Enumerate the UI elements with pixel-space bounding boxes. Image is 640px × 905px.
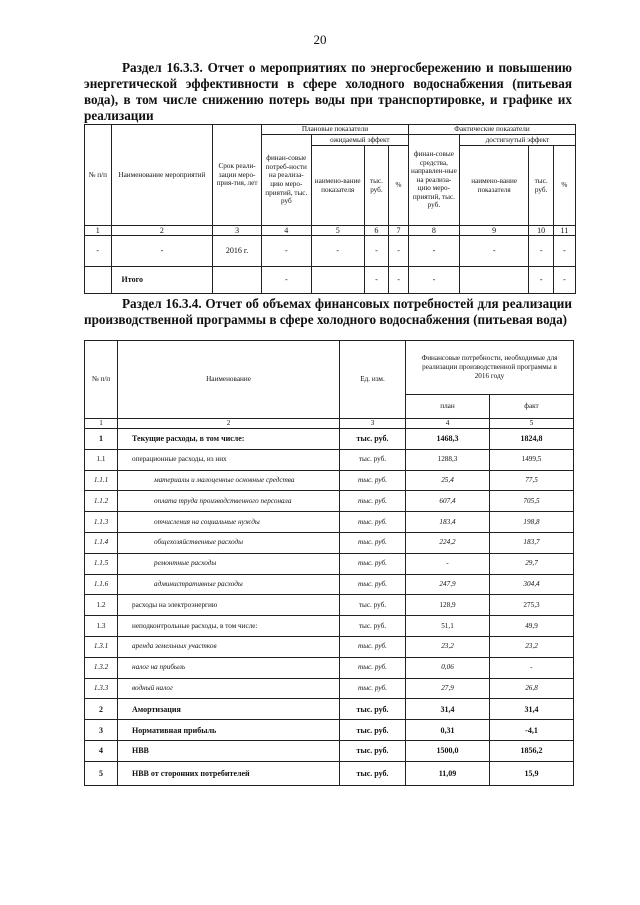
row-fact: -4,1 bbox=[490, 720, 574, 741]
row-name: аренда земельных участков bbox=[118, 636, 340, 657]
row-plan: 0,06 bbox=[406, 657, 490, 678]
col-number: 2 bbox=[118, 419, 340, 429]
row-unit: тыс. руб. bbox=[340, 699, 406, 720]
row-unit: тыс. руб. bbox=[340, 657, 406, 678]
row-fact: 49,9 bbox=[490, 616, 574, 637]
col-number: 4 bbox=[406, 419, 490, 429]
col-number: 1 bbox=[85, 226, 112, 236]
col-number: 5 bbox=[490, 419, 574, 429]
row-unit: тыс. руб. bbox=[340, 574, 406, 595]
table-row bbox=[85, 491, 574, 512]
header-name: Наименование мероприятий bbox=[111, 125, 213, 226]
row-name: ремонтные расходы bbox=[118, 553, 340, 574]
row-name: отчисления на социальные нужды bbox=[118, 512, 340, 533]
financial-needs-table bbox=[84, 340, 574, 786]
row-plan: 1288,3 bbox=[406, 449, 490, 470]
table-row bbox=[85, 699, 574, 720]
cell: - bbox=[553, 267, 575, 294]
row-plan: 224,2 bbox=[406, 532, 490, 553]
row-name: оплата труда производственного персонала bbox=[118, 491, 340, 512]
col-number: 6 bbox=[364, 226, 388, 236]
col-number: 5 bbox=[311, 226, 364, 236]
row-unit: тыс. руб. bbox=[340, 678, 406, 699]
table-row bbox=[85, 636, 574, 657]
col-number: 2 bbox=[111, 226, 213, 236]
row-num: 2 bbox=[85, 699, 118, 720]
header-term: Срок реали-зации меро-прия-тия, лет bbox=[213, 125, 262, 226]
total-row bbox=[85, 267, 576, 294]
row-name: общехозяйственные расходы bbox=[118, 532, 340, 553]
row-name: НВВ от сторонних потребителей bbox=[118, 761, 340, 785]
row-fact: 183,7 bbox=[490, 532, 574, 553]
col-number: 3 bbox=[213, 226, 262, 236]
row-num: 1.1 bbox=[85, 449, 118, 470]
cell: - bbox=[111, 236, 213, 267]
header-fin-needs: Финансовые потребности, необходимые для реализации производственной программы в 2016 году bbox=[406, 341, 574, 395]
table-row bbox=[85, 470, 574, 491]
row-plan: 27,9 bbox=[406, 678, 490, 699]
cell: - bbox=[389, 267, 409, 294]
row-fact: 1856,2 bbox=[490, 740, 574, 761]
row-fact: 15,9 bbox=[490, 761, 574, 785]
row-plan: 25,4 bbox=[406, 470, 490, 491]
row-unit: тыс. руб. bbox=[340, 595, 406, 616]
table-row bbox=[85, 761, 574, 785]
header-unit: Ед. изм. bbox=[340, 341, 406, 419]
row-num: 1.3.3 bbox=[85, 678, 118, 699]
row-fact: 705,5 bbox=[490, 491, 574, 512]
col-number: 10 bbox=[529, 226, 553, 236]
row-num: 1.1.5 bbox=[85, 553, 118, 574]
row-fact: - bbox=[490, 657, 574, 678]
cell: - bbox=[364, 267, 388, 294]
header-fact-pct: % bbox=[553, 146, 575, 226]
row-plan: 0,31 bbox=[406, 720, 490, 741]
header-plan-effect: ожидаемый эффект bbox=[311, 135, 408, 146]
row-name: водный налог bbox=[118, 678, 340, 699]
row-fact: 29,7 bbox=[490, 553, 574, 574]
header-fact-name: наимено-вание показателя bbox=[459, 146, 529, 226]
row-name: НВВ bbox=[118, 740, 340, 761]
row-unit: тыс. руб. bbox=[340, 636, 406, 657]
header-fact-group: Фактические показатели bbox=[408, 125, 575, 135]
row-unit: тыс. руб. bbox=[340, 449, 406, 470]
header-name: Наименование bbox=[118, 341, 340, 419]
row-num: 1.3 bbox=[85, 616, 118, 637]
row-name: материалы и малоценные основные средства bbox=[118, 470, 340, 491]
table-row bbox=[85, 678, 574, 699]
row-plan: 51,1 bbox=[406, 616, 490, 637]
row-name: расходы на электроэнергию bbox=[118, 595, 340, 616]
section-16-3-4-heading: Раздел 16.3.4. Отчет об объемах финансовых потребностей для реализации производственной программы в сфере холодного водоснабжения (питьевая вода) bbox=[84, 296, 572, 327]
row-unit: тыс. руб. bbox=[340, 616, 406, 637]
row-name: неподконтрольные расходы, в том числе: bbox=[118, 616, 340, 637]
row-plan: - bbox=[406, 553, 490, 574]
cell: - bbox=[408, 267, 459, 294]
row-num: 1.1.6 bbox=[85, 574, 118, 595]
row-plan: 1500,0 bbox=[406, 740, 490, 761]
row-num: 5 bbox=[85, 761, 118, 785]
table-row bbox=[85, 616, 574, 637]
header-fact: факт bbox=[490, 395, 574, 419]
row-name: административные расходы bbox=[118, 574, 340, 595]
cell: - bbox=[311, 236, 364, 267]
header-effect-name: наимено-вание показателя bbox=[311, 146, 364, 226]
col-number: 1 bbox=[85, 419, 118, 429]
row-name: налог на прибыль bbox=[118, 657, 340, 678]
row-num: 1.3.2 bbox=[85, 657, 118, 678]
cell: - bbox=[261, 267, 311, 294]
row-unit: тыс. руб. bbox=[340, 740, 406, 761]
header-plan: план bbox=[406, 395, 490, 419]
row-unit: тыс. руб. bbox=[340, 720, 406, 741]
row-fact: 275,3 bbox=[490, 595, 574, 616]
row-plan: 607,4 bbox=[406, 491, 490, 512]
row-name: Текущие расходы, в том числе: bbox=[118, 429, 340, 450]
row-fact: 304,4 bbox=[490, 574, 574, 595]
row-fact: 198,8 bbox=[490, 512, 574, 533]
cell: - bbox=[85, 236, 112, 267]
table-row bbox=[85, 595, 574, 616]
row-fact: 31,4 bbox=[490, 699, 574, 720]
row-num: 1.1.4 bbox=[85, 532, 118, 553]
row-plan: 1468,3 bbox=[406, 429, 490, 450]
row-num: 1.1.1 bbox=[85, 470, 118, 491]
col-number: 11 bbox=[553, 226, 575, 236]
row-unit: тыс. руб. bbox=[340, 761, 406, 785]
row-unit: тыс. руб. bbox=[340, 429, 406, 450]
section-16-3-3-heading: Раздел 16.3.3. Отчет о мероприятиях по энергосбережению и повышению энергетической эффективности в сфере холодного водоснабжения (питьевая вода), в том числе снижению потерь воды при транспортировке, и графике их реализации bbox=[84, 60, 572, 123]
row-fact: 77,5 bbox=[490, 470, 574, 491]
col-number: 4 bbox=[261, 226, 311, 236]
table-row bbox=[85, 740, 574, 761]
table-row bbox=[85, 657, 574, 678]
header-fact-rub: тыс. руб. bbox=[529, 146, 553, 226]
measures-report-table bbox=[84, 124, 576, 294]
col-number: 8 bbox=[408, 226, 459, 236]
column-numbers-row bbox=[85, 226, 576, 236]
table-row bbox=[85, 574, 574, 595]
row-unit: тыс. руб. bbox=[340, 470, 406, 491]
cell: - bbox=[389, 236, 409, 267]
row-plan: 31,4 bbox=[406, 699, 490, 720]
row-name: операционные расходы, из них bbox=[118, 449, 340, 470]
row-fact: 1824,8 bbox=[490, 429, 574, 450]
row-num: 1.3.1 bbox=[85, 636, 118, 657]
cell: - bbox=[529, 236, 553, 267]
header-effect-rub: тыс. руб. bbox=[364, 146, 388, 226]
header-fact-fin: финан-совые средства, направлен-ные на реализа-цию меро-приятий, тыс. руб. bbox=[408, 135, 459, 226]
table-row bbox=[85, 449, 574, 470]
row-name: Нормативная прибыль bbox=[118, 720, 340, 741]
row-plan: 128,9 bbox=[406, 595, 490, 616]
column-numbers-row bbox=[85, 419, 574, 429]
cell: - bbox=[459, 236, 529, 267]
col-number: 7 bbox=[389, 226, 409, 236]
row-num: 1.1.3 bbox=[85, 512, 118, 533]
header-num: № п/п bbox=[85, 341, 118, 419]
row-plan: 11,09 bbox=[406, 761, 490, 785]
col-number: 3 bbox=[340, 419, 406, 429]
table-row bbox=[85, 429, 574, 450]
table-row bbox=[85, 553, 574, 574]
row-plan: 183,4 bbox=[406, 512, 490, 533]
cell: - bbox=[364, 236, 388, 267]
page-number: 20 bbox=[313, 32, 327, 47]
header-plan-fin: финан-совые потреб-ности на реализа-цию меро-приятий, тыс. руб bbox=[261, 135, 311, 226]
row-name: Амортизация bbox=[118, 699, 340, 720]
row-num: 4 bbox=[85, 740, 118, 761]
header-fact-effect: достигнутый эффект bbox=[459, 135, 575, 146]
table-row bbox=[85, 720, 574, 741]
header-plan-group: Плановые показатели bbox=[261, 125, 408, 135]
cell: 2016 г. bbox=[213, 236, 262, 267]
total-label: Итого bbox=[111, 267, 213, 294]
table-row bbox=[85, 532, 574, 553]
row-num: 1 bbox=[85, 429, 118, 450]
header-num: № п/п bbox=[85, 125, 112, 226]
row-fact: 26,8 bbox=[490, 678, 574, 699]
col-number: 9 bbox=[459, 226, 529, 236]
row-num: 1.2 bbox=[85, 595, 118, 616]
row-num: 1.1.2 bbox=[85, 491, 118, 512]
table-row bbox=[85, 236, 576, 267]
table-row bbox=[85, 512, 574, 533]
cell: - bbox=[553, 236, 575, 267]
cell: - bbox=[408, 236, 459, 267]
row-plan: 247,9 bbox=[406, 574, 490, 595]
cell: - bbox=[261, 236, 311, 267]
row-fact: 23,2 bbox=[490, 636, 574, 657]
row-unit: тыс. руб. bbox=[340, 512, 406, 533]
row-unit: тыс. руб. bbox=[340, 491, 406, 512]
row-plan: 23,2 bbox=[406, 636, 490, 657]
row-fact: 1499,5 bbox=[490, 449, 574, 470]
cell: - bbox=[529, 267, 553, 294]
row-num: 3 bbox=[85, 720, 118, 741]
header-effect-pct: % bbox=[389, 146, 409, 226]
row-unit: тыс. руб. bbox=[340, 553, 406, 574]
row-unit: тыс. руб. bbox=[340, 532, 406, 553]
